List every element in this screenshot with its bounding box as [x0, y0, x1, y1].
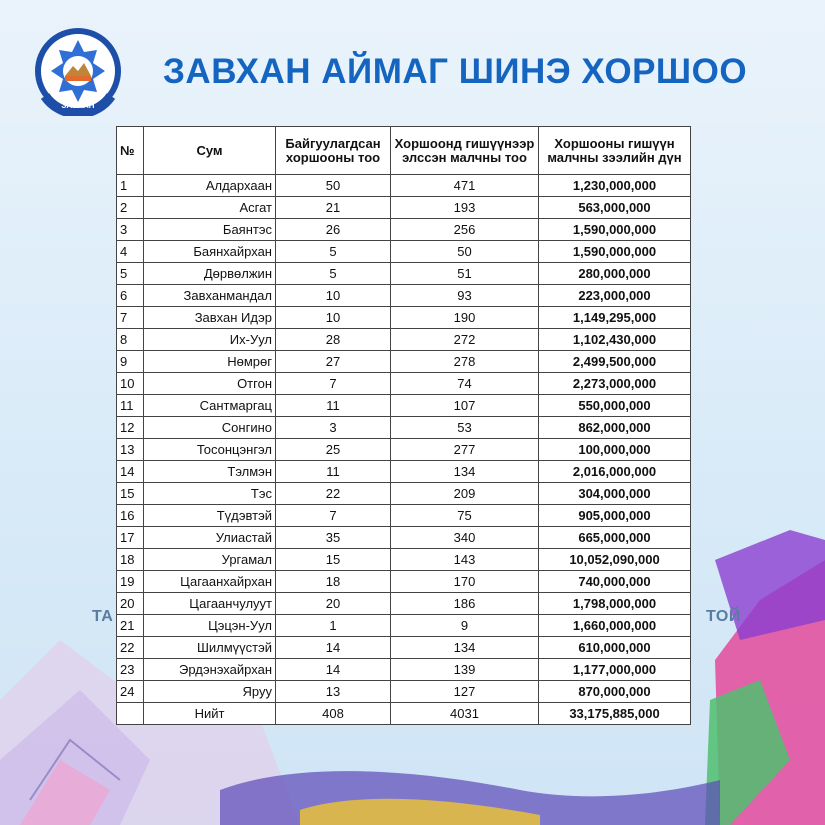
cell-loan: 10,052,090,000: [539, 549, 691, 571]
cell-loan: 905,000,000: [539, 505, 691, 527]
cell-cooperatives: 35: [276, 527, 391, 549]
cell-cooperatives: 18: [276, 571, 391, 593]
cell-sum: Дөрвөлжин: [144, 263, 276, 285]
table-row: [117, 483, 691, 505]
table-row: [117, 241, 691, 263]
cell-no: 4: [117, 241, 144, 263]
cell-cooperatives: 25: [276, 439, 391, 461]
page-title: ЗАВХАН АЙМАГ ШИНЭ ХОРШОО: [163, 52, 748, 91]
header-sum: Сум: [144, 127, 276, 175]
cell-loan: 1,230,000,000: [539, 175, 691, 197]
cell-loan: 862,000,000: [539, 417, 691, 439]
cell-sum: Ургамал: [144, 549, 276, 571]
cell-sum: Баянтэс: [144, 219, 276, 241]
table-row: [117, 615, 691, 637]
header-loan: Хоршооны гишүүн малчны зээлийн дүн: [539, 127, 691, 175]
cell-no: 16: [117, 505, 144, 527]
cell-cooperatives: 22: [276, 483, 391, 505]
background-text-left: ТА: [92, 608, 114, 625]
table-row: [117, 461, 691, 483]
cell-loan: 550,000,000: [539, 395, 691, 417]
cell-cooperatives: 50: [276, 175, 391, 197]
total-empty: [117, 703, 144, 725]
cell-no: 12: [117, 417, 144, 439]
cell-loan: 740,000,000: [539, 571, 691, 593]
cell-sum: Завханмандал: [144, 285, 276, 307]
cell-sum: Завхан Идэр: [144, 307, 276, 329]
cell-members: 53: [391, 417, 539, 439]
table-row: [117, 373, 691, 395]
cell-no: 11: [117, 395, 144, 417]
cell-no: 23: [117, 659, 144, 681]
cell-sum: Сантмаргац: [144, 395, 276, 417]
cell-sum: Баянхайрхан: [144, 241, 276, 263]
cell-cooperatives: 5: [276, 241, 391, 263]
total-label: Нийт: [144, 703, 276, 725]
table-row: [117, 307, 691, 329]
cell-cooperatives: 3: [276, 417, 391, 439]
cell-members: 74: [391, 373, 539, 395]
cell-members: 190: [391, 307, 539, 329]
cell-no: 15: [117, 483, 144, 505]
cell-members: 272: [391, 329, 539, 351]
cell-loan: 563,000,000: [539, 197, 691, 219]
cell-cooperatives: 10: [276, 307, 391, 329]
cell-members: 93: [391, 285, 539, 307]
zavkhan-emblem: [33, 26, 123, 116]
cell-cooperatives: 21: [276, 197, 391, 219]
cell-members: 127: [391, 681, 539, 703]
table-body: [117, 175, 691, 725]
cell-loan: 1,660,000,000: [539, 615, 691, 637]
total-members: 4031: [391, 703, 539, 725]
cell-sum: Түдэвтэй: [144, 505, 276, 527]
cell-no: 8: [117, 329, 144, 351]
table-row: [117, 175, 691, 197]
cell-sum: Тэлмэн: [144, 461, 276, 483]
cell-cooperatives: 5: [276, 263, 391, 285]
cell-no: 17: [117, 527, 144, 549]
cell-loan: 1,102,430,000: [539, 329, 691, 351]
cell-members: 256: [391, 219, 539, 241]
table-row: [117, 527, 691, 549]
table-row: [117, 219, 691, 241]
table-header-row: [117, 127, 691, 175]
cooperatives-table: [116, 126, 691, 725]
cell-cooperatives: 13: [276, 681, 391, 703]
cell-members: 9: [391, 615, 539, 637]
cell-loan: 2,499,500,000: [539, 351, 691, 373]
cell-no: 1: [117, 175, 144, 197]
cell-sum: Их-Уул: [144, 329, 276, 351]
cell-cooperatives: 27: [276, 351, 391, 373]
cell-sum: Алдархаан: [144, 175, 276, 197]
cell-members: 143: [391, 549, 539, 571]
cell-members: 277: [391, 439, 539, 461]
cell-loan: 1,590,000,000: [539, 219, 691, 241]
cell-members: 471: [391, 175, 539, 197]
cell-sum: Улиастай: [144, 527, 276, 549]
cell-sum: Эрдэнэхайрхан: [144, 659, 276, 681]
cell-loan: 1,590,000,000: [539, 241, 691, 263]
cell-loan: 304,000,000: [539, 483, 691, 505]
cell-no: 13: [117, 439, 144, 461]
cell-no: 7: [117, 307, 144, 329]
table-row: [117, 197, 691, 219]
cell-sum: Цагаанчулуут: [144, 593, 276, 615]
cell-loan: 1,798,000,000: [539, 593, 691, 615]
cell-loan: 870,000,000: [539, 681, 691, 703]
table-row: [117, 505, 691, 527]
table-row: [117, 263, 691, 285]
cell-sum: Цагаанхайрхан: [144, 571, 276, 593]
cell-sum: Цэцэн-Уул: [144, 615, 276, 637]
cell-members: 51: [391, 263, 539, 285]
cell-loan: 100,000,000: [539, 439, 691, 461]
cell-sum: Отгон: [144, 373, 276, 395]
cell-sum: Тэс: [144, 483, 276, 505]
table-row: [117, 395, 691, 417]
cell-cooperatives: 7: [276, 373, 391, 395]
cell-no: 9: [117, 351, 144, 373]
cell-no: 18: [117, 549, 144, 571]
cell-members: 340: [391, 527, 539, 549]
cell-members: 139: [391, 659, 539, 681]
cell-members: 134: [391, 637, 539, 659]
header-members: Хоршоонд гишүүнээр элссэн малчны тоо: [391, 127, 539, 175]
table-row: [117, 351, 691, 373]
cell-sum: Тосонцэнгэл: [144, 439, 276, 461]
table-row: [117, 637, 691, 659]
cell-no: 3: [117, 219, 144, 241]
cell-no: 24: [117, 681, 144, 703]
cell-cooperatives: 20: [276, 593, 391, 615]
cell-no: 21: [117, 615, 144, 637]
cell-cooperatives: 11: [276, 395, 391, 417]
header-no: №: [117, 127, 144, 175]
cell-sum: Шилмүүстэй: [144, 637, 276, 659]
cooperatives-table-container: [116, 126, 691, 725]
cell-cooperatives: 28: [276, 329, 391, 351]
cell-sum: Сонгино: [144, 417, 276, 439]
cell-no: 14: [117, 461, 144, 483]
cell-no: 22: [117, 637, 144, 659]
cell-cooperatives: 26: [276, 219, 391, 241]
cell-members: 170: [391, 571, 539, 593]
cell-no: 2: [117, 197, 144, 219]
cell-no: 6: [117, 285, 144, 307]
table-row: [117, 439, 691, 461]
cell-loan: 1,149,295,000: [539, 307, 691, 329]
cell-loan: 2,273,000,000: [539, 373, 691, 395]
total-cooperatives: 408: [276, 703, 391, 725]
table-row: [117, 285, 691, 307]
cell-members: 75: [391, 505, 539, 527]
cell-members: 193: [391, 197, 539, 219]
table-row: [117, 549, 691, 571]
table-row: [117, 659, 691, 681]
header-cooperatives: Байгуулагдсан хоршооны тоо: [276, 127, 391, 175]
cell-sum: Нөмрөг: [144, 351, 276, 373]
cell-members: 50: [391, 241, 539, 263]
cell-sum: Яруу: [144, 681, 276, 703]
cell-loan: 1,177,000,000: [539, 659, 691, 681]
background-text-right: ТОЙ: [706, 608, 741, 625]
cell-loan: 665,000,000: [539, 527, 691, 549]
cell-sum: Асгат: [144, 197, 276, 219]
table-total-row: [117, 703, 691, 725]
cell-cooperatives: 14: [276, 637, 391, 659]
logo-text: ЗАВХАН: [61, 101, 95, 110]
cell-loan: 610,000,000: [539, 637, 691, 659]
cell-cooperatives: 14: [276, 659, 391, 681]
table-row: [117, 417, 691, 439]
cell-members: 278: [391, 351, 539, 373]
cell-cooperatives: 10: [276, 285, 391, 307]
cell-members: 209: [391, 483, 539, 505]
cell-no: 5: [117, 263, 144, 285]
cell-no: 19: [117, 571, 144, 593]
table-row: [117, 681, 691, 703]
cell-no: 20: [117, 593, 144, 615]
cell-cooperatives: 7: [276, 505, 391, 527]
table-row: [117, 571, 691, 593]
cell-loan: 223,000,000: [539, 285, 691, 307]
total-loan: 33,175,885,000: [539, 703, 691, 725]
cell-members: 186: [391, 593, 539, 615]
cell-cooperatives: 1: [276, 615, 391, 637]
cell-members: 134: [391, 461, 539, 483]
cell-members: 107: [391, 395, 539, 417]
cell-no: 10: [117, 373, 144, 395]
cell-cooperatives: 15: [276, 549, 391, 571]
cell-loan: 280,000,000: [539, 263, 691, 285]
cell-loan: 2,016,000,000: [539, 461, 691, 483]
table-row: [117, 329, 691, 351]
table-row: [117, 593, 691, 615]
cell-cooperatives: 11: [276, 461, 391, 483]
